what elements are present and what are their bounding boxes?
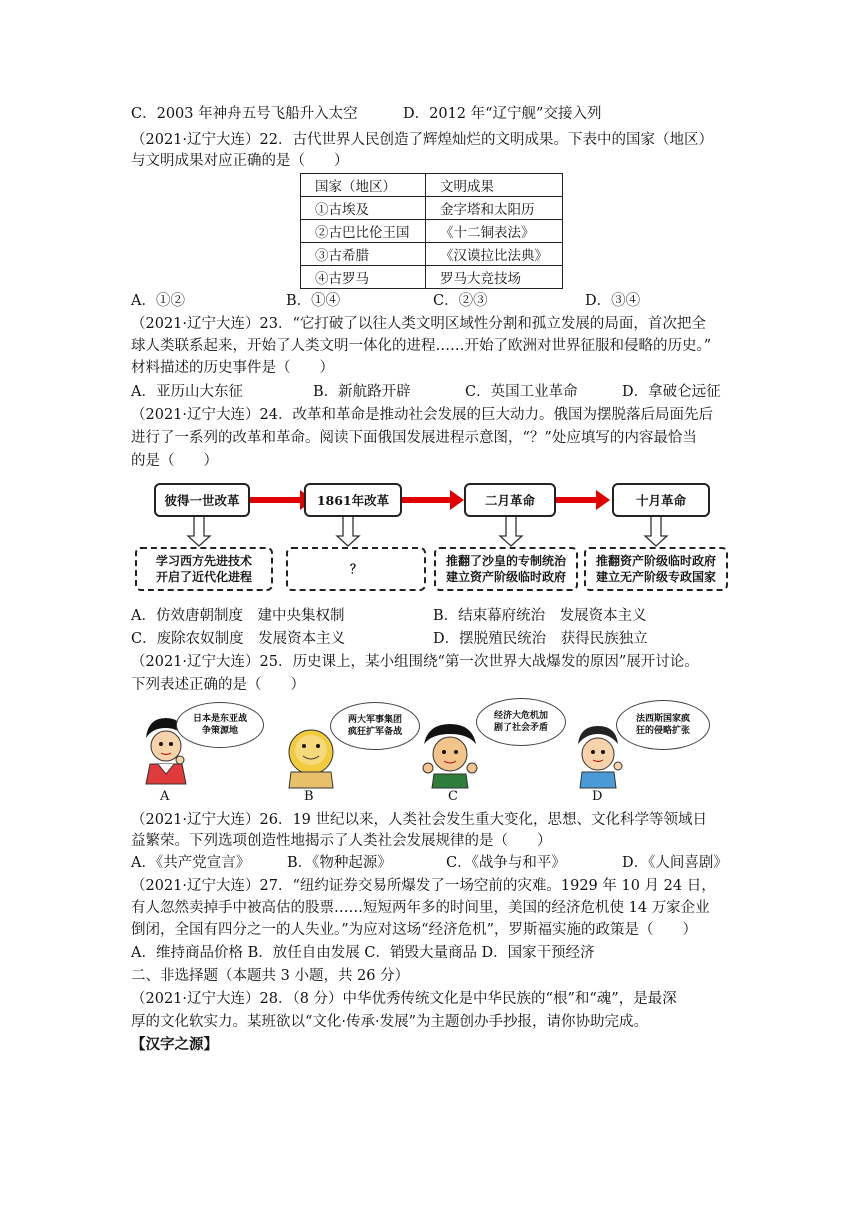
bubble-line: 日本是东亚战 bbox=[192, 714, 247, 724]
bubble-line: 法西斯国家疯 bbox=[635, 714, 690, 724]
stage-1861-reform: 1861年改革 bbox=[304, 483, 402, 517]
civilization-table bbox=[300, 173, 563, 289]
result-february-revolution bbox=[434, 547, 578, 591]
question-22-text-2: 与文明成果对应正确的是（ ） bbox=[131, 153, 349, 169]
table-row bbox=[301, 266, 563, 289]
illustration-label-b: B bbox=[304, 789, 314, 804]
section-heading: 二、非选择题（本题共 3 小题，共 26 分） bbox=[131, 968, 410, 984]
speech-bubble-a bbox=[176, 702, 264, 748]
table-cell: 《汉谟拉比法典》 bbox=[426, 243, 563, 266]
question-23-text-2: 球人类联系起来，开始了人类文明一体化的进程……开始了欧洲对世界征服和侵略的历史。” bbox=[131, 338, 712, 354]
question-24-text-2: 进行了一系列的改革和革命。阅读下面俄国发展进程示意图，“？”处应填写的内容最恰当 bbox=[131, 430, 697, 446]
question-26-text-2: 益繁荣。下列选项创造性地揭示了人类社会发展规律的是（ ） bbox=[131, 833, 552, 849]
result-peter-reform bbox=[135, 547, 273, 591]
bubble-line: 狂的侵略扩张 bbox=[635, 726, 690, 736]
bubble-line: 剧了社会矛盾 bbox=[493, 723, 548, 733]
question-28-text-2: 厚的文化软实力。某班欲以“文化·传承·发展”为主题创办手抄报，请你协助完成。 bbox=[131, 1014, 649, 1030]
option-c: C．②③ bbox=[433, 293, 488, 309]
question-23-text-3: 材料描述的历史事件是（ ） bbox=[131, 360, 334, 376]
illustration-label-d: D bbox=[592, 789, 603, 804]
table-row bbox=[301, 197, 563, 220]
student-c-illustration bbox=[423, 724, 477, 788]
question-24-text-3: 的是（ ） bbox=[131, 453, 218, 469]
bubble-line: 两大军事集团 bbox=[347, 715, 402, 725]
result-line: 学习西方先进技术 bbox=[155, 554, 252, 568]
table-cell: ③古希腊 bbox=[301, 243, 426, 266]
speech-bubble-c bbox=[476, 698, 566, 746]
speech-bubble-d bbox=[616, 700, 710, 750]
option-d: D．③④ bbox=[585, 293, 641, 309]
table-header: 文明成果 bbox=[426, 174, 563, 197]
question-27-options: A．维持商品价格 B．放任自由发展 C．销毁大量商品 D．国家干预经济 bbox=[131, 945, 595, 961]
student-d-illustration bbox=[578, 726, 622, 788]
option-b: B．新航路开辟 bbox=[313, 384, 411, 400]
option-c: C．英国工业革命 bbox=[465, 384, 578, 400]
table-row bbox=[301, 243, 563, 266]
result-line: 开启了近代化进程 bbox=[155, 570, 252, 584]
illustration-label-a: A bbox=[160, 789, 170, 804]
student-b-illustration bbox=[289, 730, 333, 788]
table-header-row bbox=[301, 174, 563, 197]
result-october-revolution bbox=[584, 547, 728, 591]
table-cell: ②古巴比伦王国 bbox=[301, 220, 426, 243]
table-cell: 金字塔和太阳历 bbox=[426, 197, 563, 220]
illustration-label-c: C bbox=[448, 789, 458, 804]
option-a: A．亚历山大东征 bbox=[131, 384, 243, 400]
table-header: 国家（地区） bbox=[301, 174, 426, 197]
table-cell: 《十二铜表法》 bbox=[426, 220, 563, 243]
table-cell: ①古埃及 bbox=[301, 197, 426, 220]
question-mark: ？ bbox=[349, 562, 362, 576]
bubble-line: 疯狂扩军备战 bbox=[347, 727, 402, 737]
result-line: 推翻资产阶级临时政府 bbox=[595, 554, 716, 568]
question-27-text-1: （2021·辽宁大连）27．“纽约证券交易所爆发了一场空前的灾难。1929 年 10 月 24 日， bbox=[131, 878, 716, 894]
question-27-text-3: 倒闭，全国有四分之一的人失业。”为应对这场“经济危机”，罗斯福实施的政策是（ ） bbox=[131, 922, 697, 938]
option-d: D．拿破仑远征 bbox=[622, 384, 721, 400]
stage-february-revolution: 二月革命 bbox=[464, 483, 556, 517]
option-a: A．①② bbox=[131, 293, 185, 309]
speech-bubble-b bbox=[330, 702, 420, 750]
question-26-text-1: （2021·辽宁大连）26．19 世纪以来，人类社会发生重大变化，思想、文化科学等领域日 bbox=[131, 812, 708, 828]
question-24-text-1: （2021·辽宁大连）24．改革和革命是推动社会发展的巨大动力。俄国为摆脱落后局面先后 bbox=[131, 407, 713, 423]
subheading-hanzi-origin: 【汉字之源】 bbox=[131, 1036, 218, 1053]
table-row bbox=[301, 220, 563, 243]
question-23-text-1: （2021·辽宁大连）23．“它打破了以往人类文明区域性分割和孤立发展的局面，首次把全 bbox=[131, 316, 706, 332]
question-25-text-2: 下列表述正确的是（ ） bbox=[131, 677, 305, 693]
option-d: D．2012 年“辽宁舰”交接入列 bbox=[403, 106, 602, 122]
option-b: B．结束幕府统治 发展资本主义 bbox=[433, 608, 647, 624]
result-line: 推翻了沙皇的专制统治 bbox=[445, 554, 566, 568]
result-line: 建立无产阶级专政国家 bbox=[595, 570, 716, 584]
question-22-text-1: （2021·辽宁大连）22．古代世界人民创造了辉煌灿烂的文明成果。下表中的国家（地区） bbox=[131, 132, 713, 148]
result-line: 建立资产阶级临时政府 bbox=[445, 570, 566, 584]
option-c: C．废除农奴制度 发展资本主义 bbox=[131, 631, 346, 647]
bubble-line: 争策源地 bbox=[201, 726, 238, 736]
option-d: D．摆脱殖民统治 获得民族独立 bbox=[433, 631, 648, 647]
option-c: C．2003 年神舟五号飞船升入太空 bbox=[131, 106, 358, 122]
stage-october-revolution: 十月革命 bbox=[612, 483, 710, 517]
option-b: B．《物种起源》 bbox=[287, 855, 392, 871]
table-cell: 罗马大竞技场 bbox=[426, 266, 563, 289]
question-27-text-2: 有人忽然卖掉手中被高估的股票……短短两年多的时间里，美国的经济危机使 14 万家企业 bbox=[131, 900, 710, 916]
option-a: A．《共产党宣言》 bbox=[131, 855, 251, 871]
stage-peter-reform: 彼得一世改革 bbox=[154, 483, 250, 517]
option-b: B．①④ bbox=[286, 293, 341, 309]
bubble-line: 经济大危机加 bbox=[493, 711, 548, 721]
result-1861-reform-unknown bbox=[286, 547, 426, 591]
option-d: D．《人间喜剧》 bbox=[622, 855, 728, 871]
table-cell: ④古罗马 bbox=[301, 266, 426, 289]
question-28-text-1: （2021·辽宁大连）28．（8 分）中华优秀传统文化是中华民族的“根”和“魂”，是最深 bbox=[131, 991, 677, 1007]
option-c: C．《战争与和平》 bbox=[446, 855, 566, 871]
option-a: A．仿效唐朝制度 建中央集权制 bbox=[131, 608, 345, 624]
question-25-text-1: （2021·辽宁大连）25．历史课上，某小组围绕“第一次世界大战爆发的原因”展开讨论。 bbox=[131, 654, 699, 670]
